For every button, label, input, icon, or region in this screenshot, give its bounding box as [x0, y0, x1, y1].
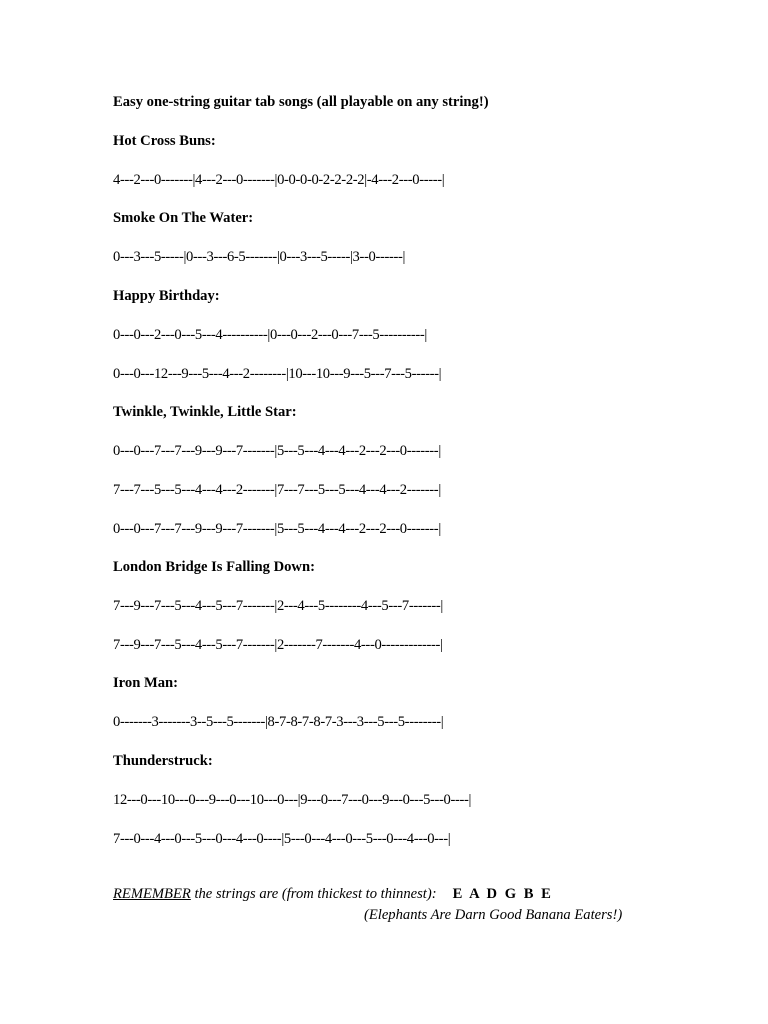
- song-title-hot-cross-buns: Hot Cross Buns:: [113, 133, 216, 149]
- remember-word: REMEMBER: [113, 886, 191, 902]
- document-title: Easy one-string guitar tab songs (all playable on any string!): [113, 94, 489, 110]
- song-title-thunderstruck: Thunderstruck:: [113, 753, 213, 769]
- tab-line: 0-------3-------3--5---5-------|8-7-8-7-8-7-3---3---5---5--------|: [113, 714, 444, 730]
- song-title-smoke-on-the-water: Smoke On The Water:: [113, 210, 254, 226]
- tab-line: 7---0---4---0---5---0---4---0----|5---0---4---0---5---0---4---0---|: [113, 831, 451, 847]
- remember-note: [113, 885, 553, 903]
- tab-line: 12---0---10---0---9---0---10---0---|9---0---7---0---9---0---5---0----|: [113, 792, 472, 808]
- string-names: E A D G B E: [452, 886, 553, 902]
- tab-line: 4---2---0-------|4---2---0-------|0-0-0-0-2-2-2-2|-4---2---0-----|: [113, 172, 445, 188]
- tab-line: 0---0---2---0---5---4----------|0---0---2---0---7---5----------|: [113, 327, 427, 343]
- tab-line: 0---3---5-----|0---3---6-5-------|0---3---5-----|3--0------|: [113, 249, 406, 265]
- tab-line: 0---0---12---9---5---4---2--------|10---10---9---5---7---5------|: [113, 366, 442, 382]
- mnemonic-note: (Elephants Are Darn Good Banana Eaters!): [364, 907, 623, 923]
- tab-line: 7---9---7---5---4---5---7-------|2-------7-------4---0-------------|: [113, 637, 443, 653]
- tab-line: 0---0---7---7---9---9---7-------|5---5---4---4---2---2---0-------|: [113, 443, 441, 459]
- remember-text: the strings are (from thickest to thinnest):: [190, 886, 437, 902]
- song-title-london-bridge: London Bridge Is Falling Down:: [113, 559, 315, 575]
- tab-line: 7---7---5---5---4---4---2-------|7---7---5---5---4---4---2-------|: [113, 482, 441, 498]
- song-title-twinkle-twinkle: Twinkle, Twinkle, Little Star:: [113, 404, 297, 420]
- song-title-iron-man: Iron Man:: [113, 675, 179, 691]
- song-title-happy-birthday: Happy Birthday:: [113, 288, 220, 304]
- tab-line: 7---9---7---5---4---5---7-------|2---4---5--------4---5---7-------|: [113, 598, 443, 614]
- tab-line: 0---0---7---7---9---9---7-------|5---5---4---4---2---2---0-------|: [113, 521, 441, 537]
